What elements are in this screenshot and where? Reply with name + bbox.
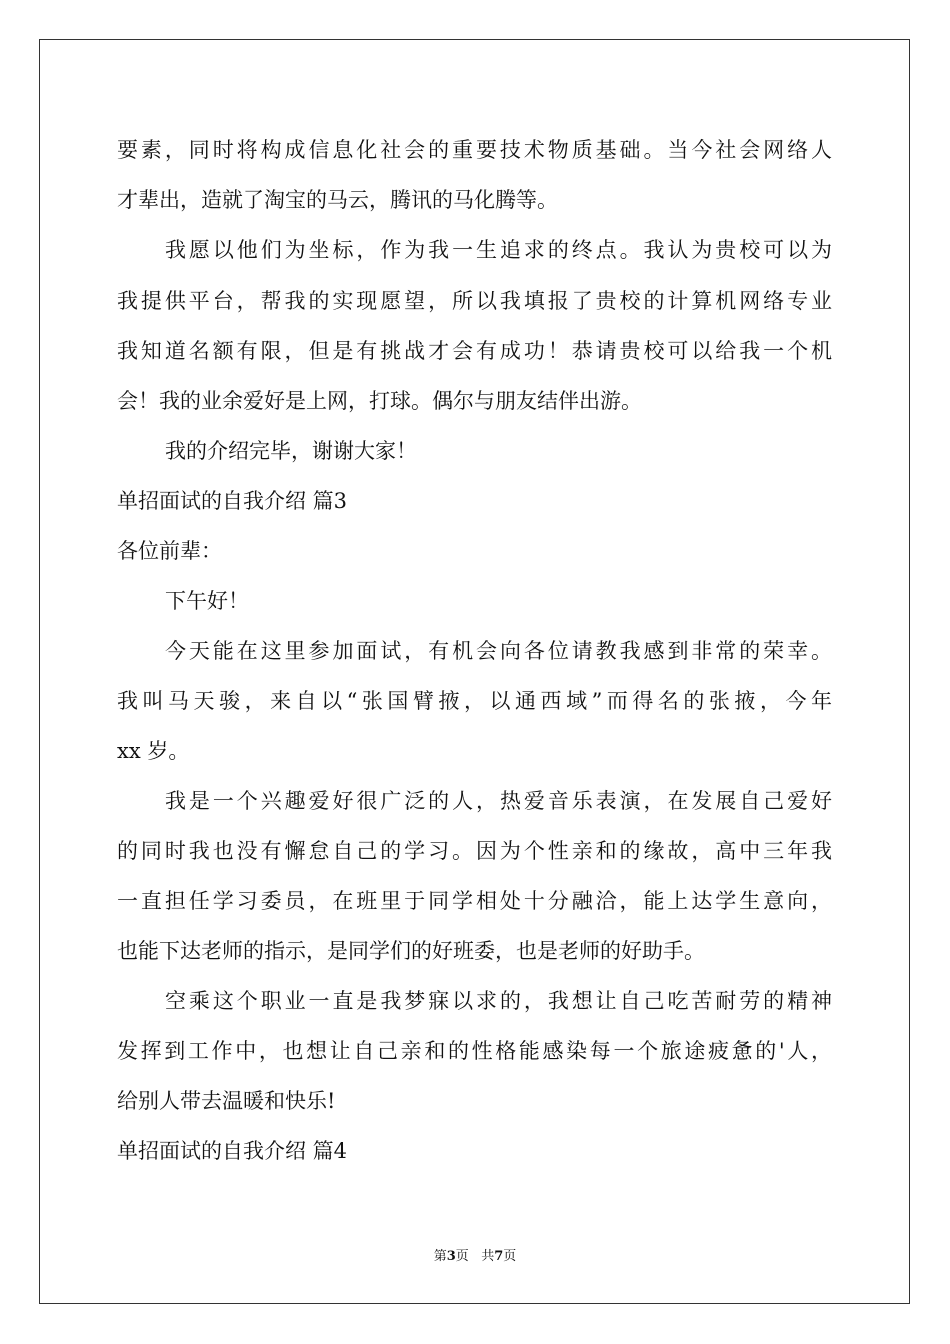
- paragraph-line: xx 岁。: [117, 739, 190, 763]
- footer-mid: 页 共: [455, 1249, 495, 1264]
- paragraph-line: 也能下达老师的指示，是同学们的好班委，也是老师的好助手。: [117, 939, 705, 963]
- paragraph-line: 我的介绍完毕，谢谢大家！: [165, 439, 417, 463]
- section-heading: 单招面试的自我介绍 篇4: [117, 1139, 348, 1163]
- footer-total-pages: 7: [494, 1249, 504, 1264]
- paragraph-line: 一直担任学习委员，在班里于同学相处十分融洽，能上达学生意向，: [117, 889, 832, 913]
- paragraph-line: 我知道名额有限，但是有挑战才会有成功！恭请贵校可以给我一个机: [117, 339, 832, 363]
- footer-current-page: 3: [446, 1249, 456, 1264]
- paragraph-line: 我是一个兴趣爱好很广泛的人，热爱音乐表演，在发展自己爱好: [165, 789, 832, 813]
- paragraph-line: 我叫马天骏，来自以“张国臂掖，以通西域”而得名的张掖，今年: [117, 689, 832, 713]
- paragraph-line: 的同时我也没有懈怠自己的学习。因为个性亲和的缘故，高中三年我: [117, 839, 832, 863]
- paragraph-line: 空乘这个职业一直是我梦寐以求的，我想让自己吃苦耐劳的精神: [165, 989, 832, 1013]
- paragraph-line: 才辈出，造就了淘宝的马云，腾讯的马化腾等。: [117, 188, 558, 212]
- paragraph-line: 今天能在这里参加面试，有机会向各位请教我感到非常的荣幸。: [165, 639, 832, 663]
- paragraph-line: 发挥到工作中，也想让自己亲和的性格能感染每一个旅途疲惫的'人，: [117, 1039, 832, 1063]
- paragraph-line: 我愿以他们为坐标，作为我一生追求的终点。我认为贵校可以为: [165, 238, 832, 262]
- paragraph-line: 会！我的业余爱好是上网，打球。偶尔与朋友结伴出游。: [117, 389, 642, 413]
- footer-prefix: 第: [433, 1249, 447, 1264]
- page-footer: [0, 1248, 950, 1266]
- paragraph-line: 给别人带去温暖和快乐!: [117, 1089, 336, 1113]
- greeting: 下午好！: [165, 589, 249, 613]
- paragraph-line: 我提供平台，帮我的实现愿望，所以我填报了贵校的计算机网络专业: [117, 289, 832, 313]
- salutation: 各位前辈：: [117, 539, 222, 563]
- section-heading: 单招面试的自我介绍 篇3: [117, 489, 348, 513]
- footer-suffix: 页: [503, 1249, 517, 1264]
- paragraph-line: 要素，同时将构成信息化社会的重要技术物质基础。当今社会网络人: [117, 138, 832, 162]
